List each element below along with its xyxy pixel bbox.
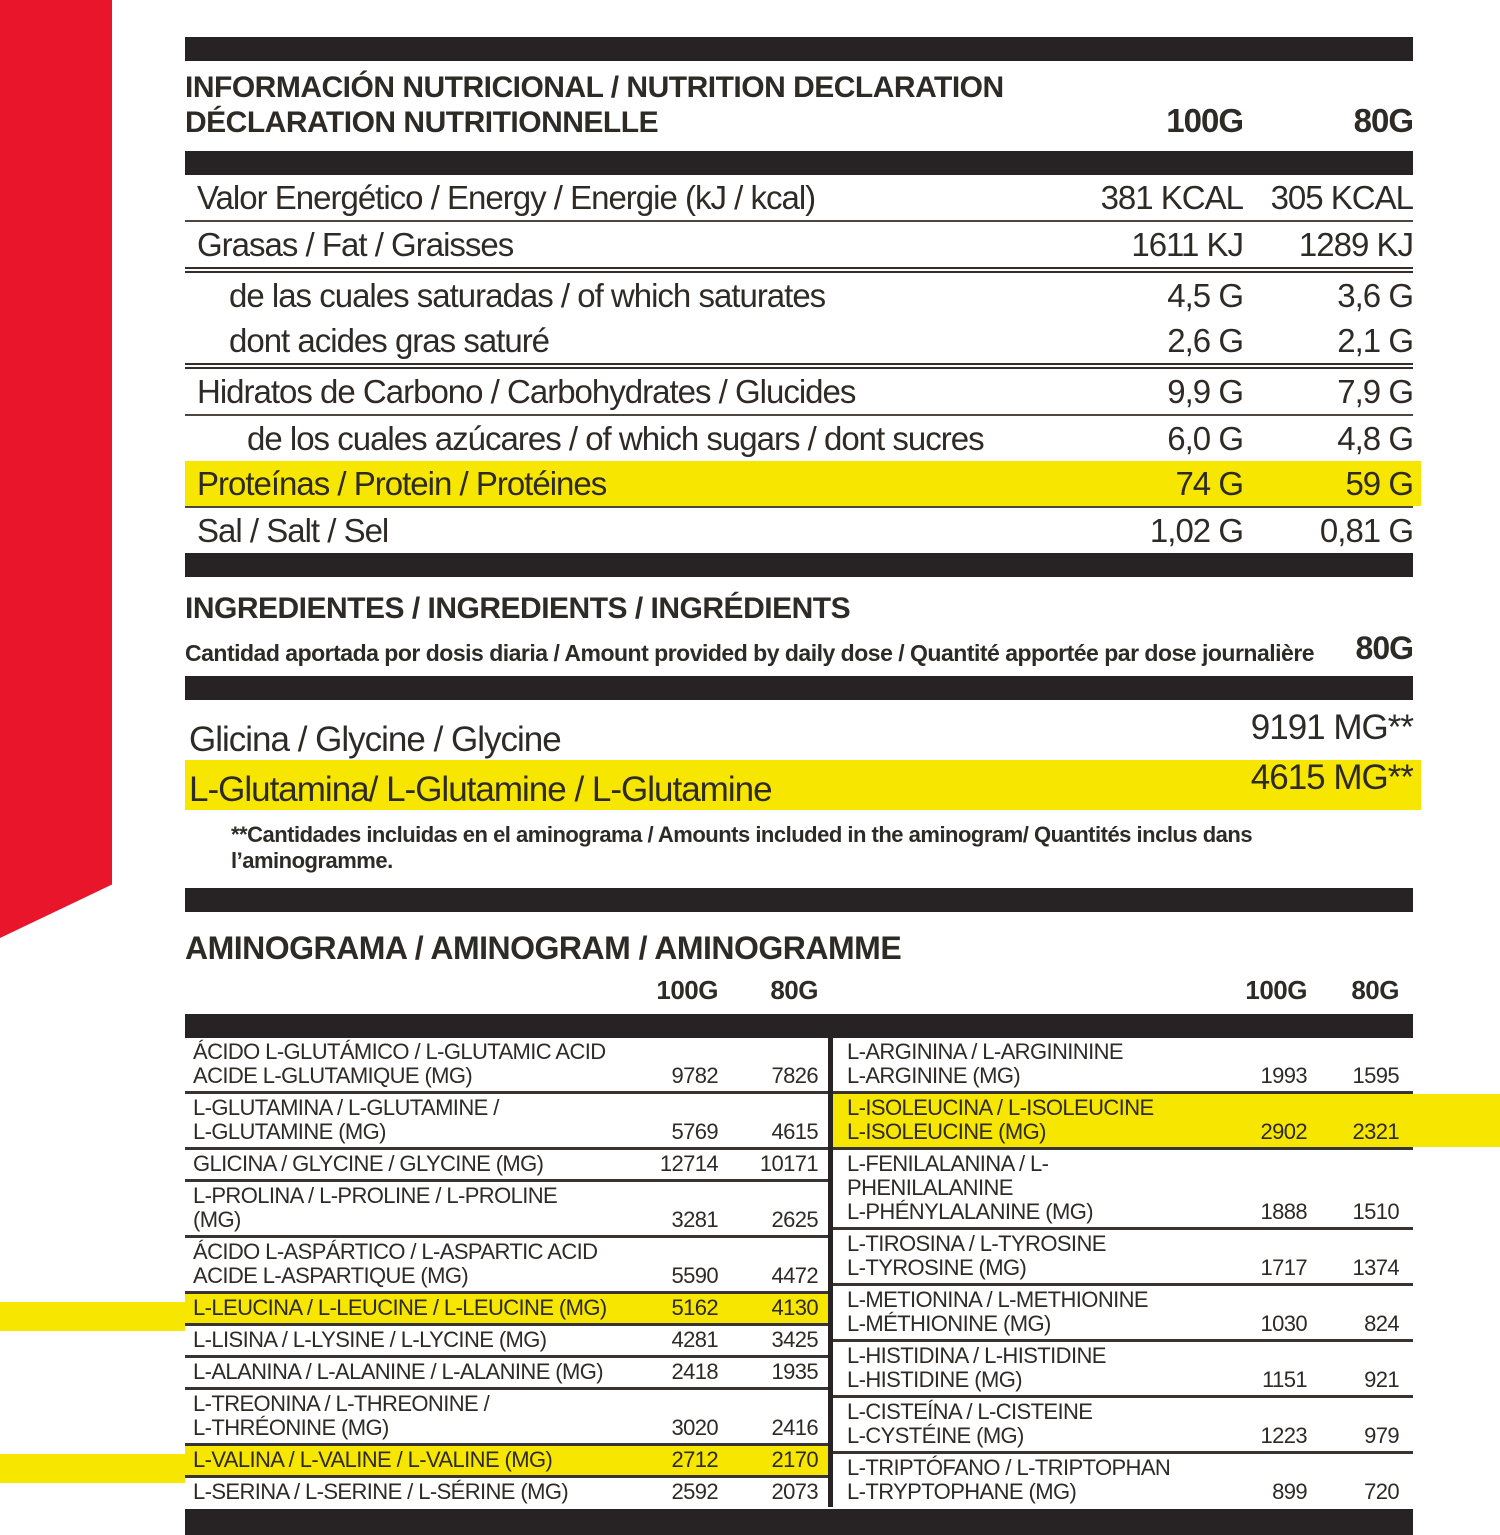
divider-bar-aminogram-top <box>185 888 1413 912</box>
aminogram-row <box>185 1294 828 1326</box>
aminogram-row-label: ÁCIDO L-ASPÁRTICO / L-ASPARTIC ACID ACIDE L-ASPARTIQUE (MG) <box>193 1239 598 1288</box>
nutrition-value-80g: 0,81 G <box>1319 511 1413 549</box>
nutrition-value-80g: 4,8 G <box>1337 419 1413 457</box>
red-accent-shape <box>0 0 112 938</box>
ingredient-row-value: 4615 MG** <box>1250 758 1413 797</box>
aminogram-value-100g: 5769 <box>671 1119 718 1144</box>
nutrition-value-80g: 1289 KJ <box>1298 225 1413 263</box>
divider-bar-top <box>185 37 1413 61</box>
aminogram-left-header-100g: 100G <box>656 975 718 1005</box>
aminogram-value-80g: 824 <box>1364 1311 1399 1336</box>
aminogram-right-column <box>833 1038 1413 1507</box>
aminogram-value-80g: 2321 <box>1352 1119 1399 1144</box>
aminogram-value-100g: 1030 <box>1260 1311 1307 1336</box>
aminogram-right-header-100g: 100G <box>1245 975 1307 1005</box>
nutrition-value-100g: 4,5 G <box>1167 276 1243 314</box>
aminogram-row-label: L-ALANINA / L-ALANINE / L-ALANINE (MG) <box>193 1359 603 1384</box>
aminogram-value-100g: 2418 <box>671 1359 718 1384</box>
aminogram-value-100g: 9782 <box>671 1063 718 1088</box>
aminogram-left-header-80g: 80G <box>770 975 818 1005</box>
aminogram-row-label: L-CISTEÍNA / L-CISTEINE L-CYSTÉINE (MG) <box>847 1399 1093 1448</box>
nutrition-row-label: Valor Energético / Energy / Energie (kJ / kcal) <box>197 178 816 216</box>
aminogram-right-header-80g: 80G <box>1351 975 1399 1005</box>
aminogram-row-label: L-LISINA / L-LYSINE / L-LYCINE (MG) <box>193 1327 547 1352</box>
aminogram-column-headers <box>185 975 1413 1014</box>
aminogram-row <box>833 1150 1413 1230</box>
nutrition-title-line1: INFORMACIÓN NUTRICIONAL / NUTRITION DECLARATION <box>185 71 1004 104</box>
aminogram-table <box>185 1038 1413 1507</box>
aminogram-left-headers <box>185 975 828 1006</box>
ingredient-row-value: 9191 MG** <box>1250 708 1413 747</box>
nutrition-row <box>185 222 1413 273</box>
nutrition-header <box>185 61 1413 151</box>
aminogram-row-label: L-HISTIDINA / L-HISTIDINE L-HISTIDINE (MG) <box>847 1343 1106 1392</box>
aminogram-value-80g: 10171 <box>759 1151 818 1176</box>
aminogram-value-80g: 1935 <box>771 1359 818 1384</box>
column-header-100g: 100G <box>1166 102 1243 139</box>
aminogram-row <box>185 1150 828 1182</box>
aminogram-row-label: L-TREONINA / L-THREONINE / L-THRÉONINE (MG) <box>193 1391 490 1440</box>
aminogram-row-label: L-GLUTAMINA / L-GLUTAMINE / L-GLUTAMINE (MG) <box>193 1095 499 1144</box>
aminogram-value-80g: 1595 <box>1352 1063 1399 1088</box>
aminogram-row-label: L-VALINA / L-VALINE / L-VALINE (MG) <box>193 1447 553 1472</box>
nutrition-value-100g: 1611 KJ <box>1131 225 1243 263</box>
aminogram-value-100g: 2712 <box>671 1447 718 1472</box>
aminogram-row <box>833 1342 1413 1398</box>
nutrition-value-80g: 305 KCAL <box>1270 178 1413 216</box>
nutrition-value-80g: 2,1 G <box>1337 321 1413 359</box>
aminogram-row <box>185 1038 828 1094</box>
aminogram-value-100g: 2592 <box>671 1479 718 1504</box>
nutrition-value-100g: 9,9 G <box>1167 372 1243 410</box>
aminogram-row-label: L-ARGININA / L-ARGINININE L-ARGININE (MG) <box>847 1039 1123 1088</box>
aminogram-value-80g: 921 <box>1364 1367 1399 1392</box>
aminogram-row-label: L-PROLINA / L-PROLINE / L-PROLINE (MG) <box>193 1183 558 1232</box>
nutrition-row <box>185 416 1413 461</box>
ingredient-row <box>185 760 1413 810</box>
aminogram-value-80g: 4615 <box>771 1119 818 1144</box>
aminogram-value-100g: 1888 <box>1260 1199 1307 1224</box>
aminogram-row <box>185 1446 828 1478</box>
ingredients-dose: 80G <box>1355 630 1413 666</box>
aminogram-row <box>185 1238 828 1294</box>
aminogram-row-label: L-METIONINA / L-METHIONINE L-MÉTHIONINE (MG) <box>847 1287 1148 1336</box>
aminogram-row <box>185 1326 828 1358</box>
column-header-80g: 80G <box>1353 102 1413 139</box>
aminogram-value-80g: 3425 <box>771 1327 818 1352</box>
nutrition-value-100g: 381 KCAL <box>1100 178 1243 216</box>
nutrition-title-line2: DÉCLARATION NUTRITIONNELLE <box>185 106 659 139</box>
nutrition-row-label: Hidratos de Carbono / Carbohydrates / Glucides <box>197 372 856 410</box>
divider-bar-ingredients-bottom <box>185 676 1413 700</box>
aminogram-row <box>185 1182 828 1238</box>
aminogram-left-column <box>185 1038 828 1507</box>
aminogram-value-80g: 7826 <box>771 1063 818 1088</box>
nutrition-row <box>185 369 1413 416</box>
aminogram-row <box>185 1358 828 1390</box>
nutrition-row-label: de las cuales saturadas / of which saturates <box>229 276 826 314</box>
aminogram-row <box>833 1230 1413 1286</box>
nutrition-row <box>185 318 1413 369</box>
nutrition-row-label: Sal / Salt / Sel <box>197 511 389 549</box>
ingredient-row <box>185 710 1413 760</box>
aminogram-row-label: ÁCIDO L-GLUTÁMICO / L-GLUTAMIC ACID ACIDE L-GLUTAMIQUE (MG) <box>193 1039 606 1088</box>
aminogram-value-80g: 2416 <box>771 1415 818 1440</box>
aminogram-value-80g: 720 <box>1364 1479 1399 1504</box>
aminogram-right-headers <box>828 975 1413 1006</box>
aminogram-row-label: L-LEUCINA / L-LEUCINE / L-LEUCINE (MG) <box>193 1295 607 1320</box>
aminogram-value-100g: 1223 <box>1260 1423 1307 1448</box>
aminogram-value-100g: 5590 <box>671 1263 718 1288</box>
nutrition-value-100g: 1,02 G <box>1149 511 1243 549</box>
aminogram-row-label: L-ISOLEUCINA / L-ISOLEUCINE L-ISOLEUCINE (MG) <box>847 1095 1154 1144</box>
aminogram-value-80g: 1374 <box>1352 1255 1399 1280</box>
divider-bar-nutrition <box>185 151 1413 175</box>
aminogram-row <box>833 1094 1413 1150</box>
aminogram-value-100g: 2902 <box>1260 1119 1307 1144</box>
nutrition-row-label: Grasas / Fat / Graisses <box>197 225 514 263</box>
aminogram-value-100g: 1993 <box>1260 1063 1307 1088</box>
ingredients-title: INGREDIENTES / INGREDIENTS / INGRÉDIENTS <box>185 592 851 625</box>
aminogram-value-100g: 3020 <box>671 1415 718 1440</box>
aminogram-value-100g: 4281 <box>671 1327 718 1352</box>
aminogram-row <box>833 1398 1413 1454</box>
nutrition-title <box>185 70 1043 140</box>
ingredients-table <box>185 700 1413 810</box>
aminogram-title: AMINOGRAMA / AMINOGRAM / AMINOGRAMME <box>185 930 902 966</box>
aminogram-row-label: L-TRIPTÓFANO / L-TRIPTOPHAN L-TRYPTOPHANE (MG) <box>847 1455 1171 1504</box>
nutrition-row-label: de los cuales azúcares / of which sugars / dont sucres <box>247 419 984 457</box>
nutrition-row <box>185 461 1413 508</box>
nutrition-row <box>185 175 1413 222</box>
ingredients-footnote: **Cantidades incluidas en el aminograma / Amounts included in the aminogram/ Quantités inclus dans l’aminogramme. <box>231 822 1253 873</box>
aminogram-value-80g: 4130 <box>771 1295 818 1320</box>
aminogram-value-80g: 2073 <box>771 1479 818 1504</box>
nutrition-row <box>185 508 1413 553</box>
nutrition-row <box>185 273 1413 318</box>
nutrition-row-label: dont acides gras saturé <box>229 321 550 359</box>
aminogram-row <box>833 1454 1413 1507</box>
aminogram-row <box>185 1478 828 1507</box>
nutrition-value-100g: 2,6 G <box>1167 321 1243 359</box>
aminogram-row <box>833 1038 1413 1094</box>
aminogram-value-80g: 2625 <box>771 1207 818 1232</box>
nutrition-value-80g: 3,6 G <box>1337 276 1413 314</box>
aminogram-value-100g: 1151 <box>1262 1367 1307 1392</box>
nutrition-row-label: Proteínas / Protein / Protéines <box>197 464 607 502</box>
aminogram-row-label: L-TIROSINA / L-TYROSINE L-TYROSINE (MG) <box>847 1231 1106 1280</box>
aminogram-value-100g: 1717 <box>1260 1255 1307 1280</box>
nutrition-value-100g: 74 G <box>1175 464 1243 502</box>
aminogram-value-100g: 3281 <box>671 1207 718 1232</box>
aminogram-value-80g: 2170 <box>771 1447 818 1472</box>
label-content <box>185 0 1413 1535</box>
aminogram-row-label: GLICINA / GLYCINE / GLYCINE (MG) <box>193 1151 544 1176</box>
nutrition-table <box>185 175 1413 553</box>
aminogram-value-100g: 12714 <box>659 1151 718 1176</box>
nutrition-value-100g: 6,0 G <box>1167 419 1243 457</box>
ingredient-row-label: Glicina / Glycine / Glycine <box>189 720 561 759</box>
aminogram-value-100g: 5162 <box>671 1295 718 1320</box>
ingredient-row-label: L-Glutamina/ L-Glutamine / L-Glutamine <box>189 770 772 809</box>
aminogram-value-80g: 979 <box>1364 1423 1399 1448</box>
aminogram-value-80g: 1510 <box>1352 1199 1399 1224</box>
aminogram-value-80g: 4472 <box>771 1263 818 1288</box>
nutrition-value-80g: 59 G <box>1345 464 1413 502</box>
aminogram-row <box>185 1094 828 1150</box>
divider-bar-bottom <box>185 1509 1413 1535</box>
aminogram-row-label: L-FENILALANINA / L-PHENILALANINE L-PHÉNYLALANINE (MG) <box>847 1151 1093 1224</box>
aminogram-row <box>185 1390 828 1446</box>
aminogram-row-label: L-SERINA / L-SERINE / L-SÉRINE (MG) <box>193 1479 569 1504</box>
divider-bar-aminogram-header <box>185 1014 1413 1038</box>
ingredients-subtitle-row <box>185 630 1413 676</box>
nutrition-value-80g: 7,9 G <box>1337 372 1413 410</box>
divider-bar-ingredients-top <box>185 553 1413 577</box>
aminogram-value-100g: 899 <box>1272 1479 1307 1504</box>
ingredients-subtitle: Cantidad aportada por dosis diaria / Amount provided by daily dose / Quantité apportée par dose journalière <box>185 640 1315 666</box>
aminogram-row <box>833 1286 1413 1342</box>
